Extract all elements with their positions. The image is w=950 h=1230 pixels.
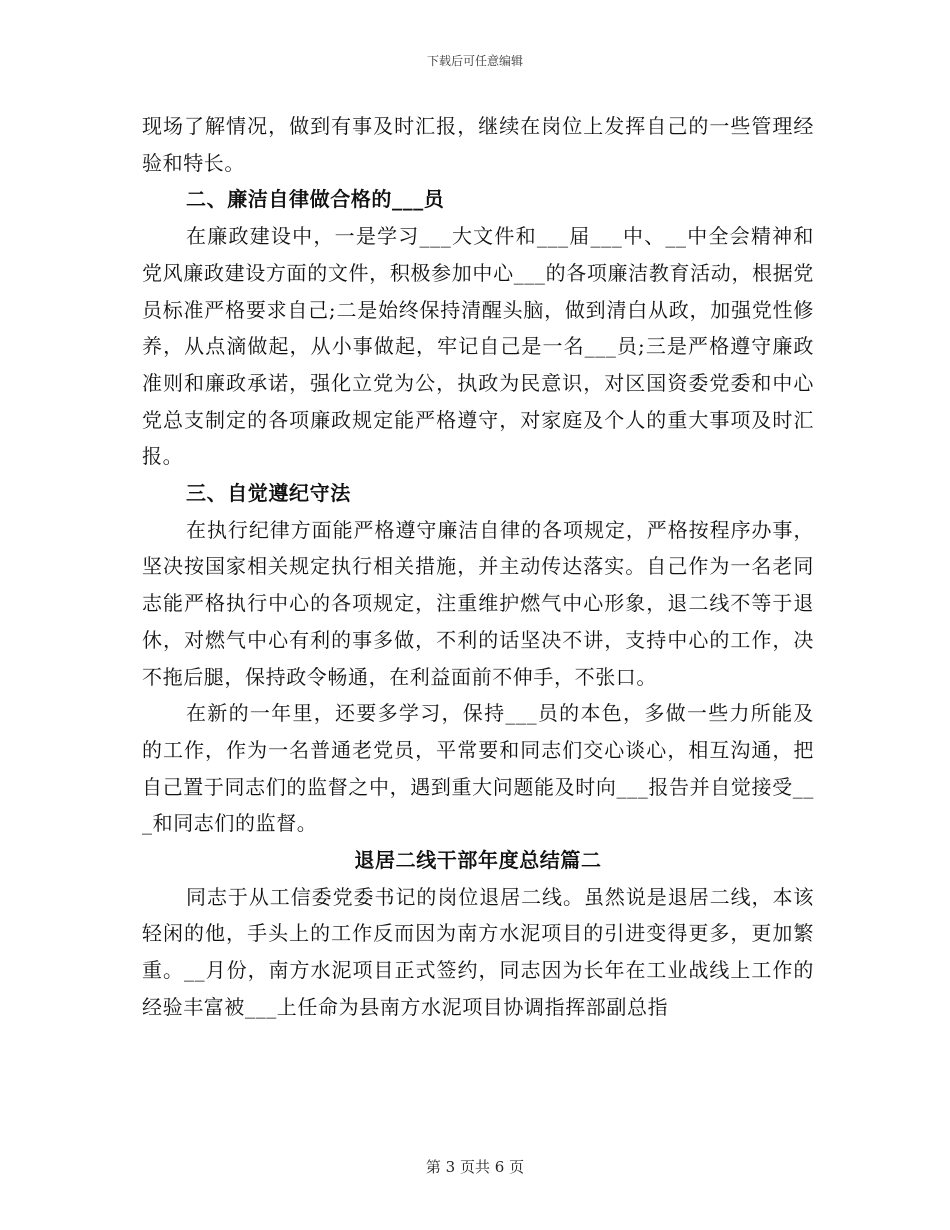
paragraph-part-two-intro: 同志于从工信委党委书记的岗位退居二线。虽然说是退居二线，本该轻闲的他，手头上的工作反而因为南方水泥项目的引进变得更多，更加繁重。__月份，南方水泥项目正式签约，同志因为长年在工业战线上工作的经验丰富被___上任命为县南方水泥项目协调指挥部副总指 — [142, 884, 814, 1019]
page-header: 下载后可任意编辑 — [426, 54, 523, 68]
paragraph-integrity: 在廉政建设中，一是学习___大文件和___届___中、__中全会精神和党风廉政建设方面的文件，积极参加中心___的各项廉洁教育活动，根据党员标准严格要求自己;二是始终保持清醒头脑，做到清白从政，加强党性修养，从点滴做起，从小事做起，牢记自己是一名___员;三是严格遵守廉政准则和廉政承诺，强化立党为公，执政为民意识，对区国资委党委和中心党总支制定的各项廉政规定能严格遵守，对家庭及个人的重大事项及时汇报。 — [142, 224, 814, 469]
article-title-part-two: 退居二线干部年度总结篇二 — [354, 848, 602, 873]
section-heading-2: 二、廉洁自律做合格的___员 — [186, 187, 445, 212]
paragraph-continuation: 现场了解情况，做到有事及时汇报，继续在岗位上发挥自己的一些管理经验和特长。 — [142, 114, 814, 175]
paragraph-discipline: 在执行纪律方面能严格遵守廉洁自律的各项规定，严格按程序办事，坚决按国家相关规定执行相关措施，并主动传达落实。自己作为一名老同志能严格执行中心的各项规定，注重维护燃气中心形象，退二线不等于退休，对燃气中心有利的事多做，不利的话坚决不讲，支持中心的工作，决不拖后腿，保持政令畅通，在利益面前不伸手，不张口。 — [142, 517, 814, 689]
paragraph-new-year: 在新的一年里，还要多学习，保持___员的本色，多做一些力所能及的工作，作为一名普通老党员，平常要和同志们交心谈心，相互沟通，把自己置于同志们的监督之中，遇到重大问题能及时向___报告并自觉接受___和同志们的监督。 — [142, 701, 814, 836]
document-body — [142, 108, 814, 1026]
page-footer: 第 3 页共 6 页 — [425, 1158, 525, 1176]
section-heading-3: 三、自觉遵纪守法 — [186, 481, 351, 506]
